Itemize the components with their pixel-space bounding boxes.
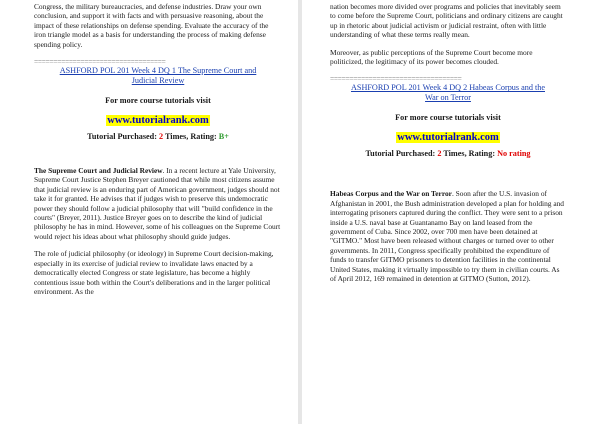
right-rating: No rating: [497, 149, 531, 159]
left-article-p1: . In a recent lecture at Yale University, Supreme Court Justice Stephen Breyer cautioned that while most citizens assume that judicial review is an enduring part of American government, judges should not take it for granted. He advises that if judges wish to preserve this undemocratic power they should follow a judicial philosophy that will "build confidence in the courts" (Breyer, 2011). Justice Breyer goes on to describe the kind of judicial philosophy he has in mind. However, some of his colleagues on the Supreme Court would reject his ideas about what philosophy should guide judges.: [34, 166, 281, 241]
right-purchased-count: 2: [437, 149, 442, 159]
left-page: [0, 0, 298, 424]
right-intro-text: nation becomes more divided over programs and policies that inevitably seem to come before the Supreme Court, politicians and ordinary citizens are caught up in rhetoric about judicial activism or judicial restraint, often with little understanding of what these terms really mean.: [330, 2, 563, 40]
right-separator: ==================================: [330, 74, 462, 84]
left-purchased-prefix: Tutorial Purchased:: [87, 132, 159, 142]
left-site-link[interactable]: [34, 110, 282, 128]
left-intro-text: Congress, the military bureaucracies, and defense industries. Draw your own conclusion, and support it with facts and with persuasive reasoning, about the impact of these relationships on defense spending. Evaluate the accuracy of the iron triangle model as a basis for understanding the process of making defense spending policy.: [34, 2, 269, 49]
right-purchased-mid: Times, Rating:: [441, 149, 498, 159]
right-site-link[interactable]: [330, 127, 566, 145]
left-separator: ==================================: [34, 57, 166, 67]
left-visit-text: For more course tutorials visit: [105, 96, 211, 106]
left-site-text: www.tutorialrank.com: [107, 115, 209, 127]
left-purchased-count: 2: [159, 132, 164, 142]
right-article-paragraph-1: [330, 189, 566, 283]
right-link-line1: ASHFORD POL 201 Week 4 DQ 2 Habeas Corpus and the: [350, 83, 545, 93]
right-tutorial-link[interactable]: [330, 83, 566, 103]
right-purchased-prefix: Tutorial Purchased:: [365, 149, 438, 159]
right-link-line2: War on Terror: [425, 93, 471, 103]
left-link-line2: Judicial Review: [131, 76, 185, 86]
right-intro-text-2: Moreover, as public perceptions of the Supreme Court become more politicized, the legitimacy of its power becomes clouded.: [330, 47, 533, 67]
right-article-p1: . Soon after the U.S. invasion of Afghanistan in 2001, the Bush administration developed a plan for holding and interrogating prisoners captured during the conflict. They were sent to a prison inside a U.S. naval base at Guantanamo Bay on land leased from the government of Cuba. Since 2002, over 700 men have been detained at "GITMO." Most have been released without charges or turned over to other governments. In 2011, Congress specifically prohibited the expenditure of funds to transfer GITMO prisoners to detention facilities in the continental United States, making it virtually impossible to try them in civilian courts. As of April 2012, 169 remained in detention at GITMO (Sutton, 2012).: [330, 189, 564, 284]
right-page: [302, 0, 600, 424]
left-purchased-mid: Times, Rating:: [163, 132, 219, 142]
left-article-paragraph-1: [34, 166, 282, 241]
right-purchase-info: [330, 149, 566, 159]
left-link-line1: ASHFORD POL 201 Week 4 DQ 1 The Supreme Court and: [59, 66, 257, 76]
right-visit-text: For more course tutorials visit: [395, 113, 501, 123]
right-article-title: Habeas Corpus and the War on Terror: [330, 189, 452, 199]
left-purchase-info: [34, 132, 282, 142]
left-article-paragraph-2: The role of judicial philosophy (or ideology) in Supreme Court decision-making, especially in its exercise of judicial review to invalidate laws enacted by a democratically elected Congress or state legislature, has become a highly contentious issue both within the Court's deliberations and in the larger political environment. As the: [34, 249, 274, 296]
left-article-title: The Supreme Court and Judicial Review: [34, 166, 163, 176]
left-tutorial-link[interactable]: [34, 66, 282, 86]
right-site-text: www.tutorialrank.com: [397, 132, 499, 144]
left-rating: B+: [218, 132, 229, 142]
